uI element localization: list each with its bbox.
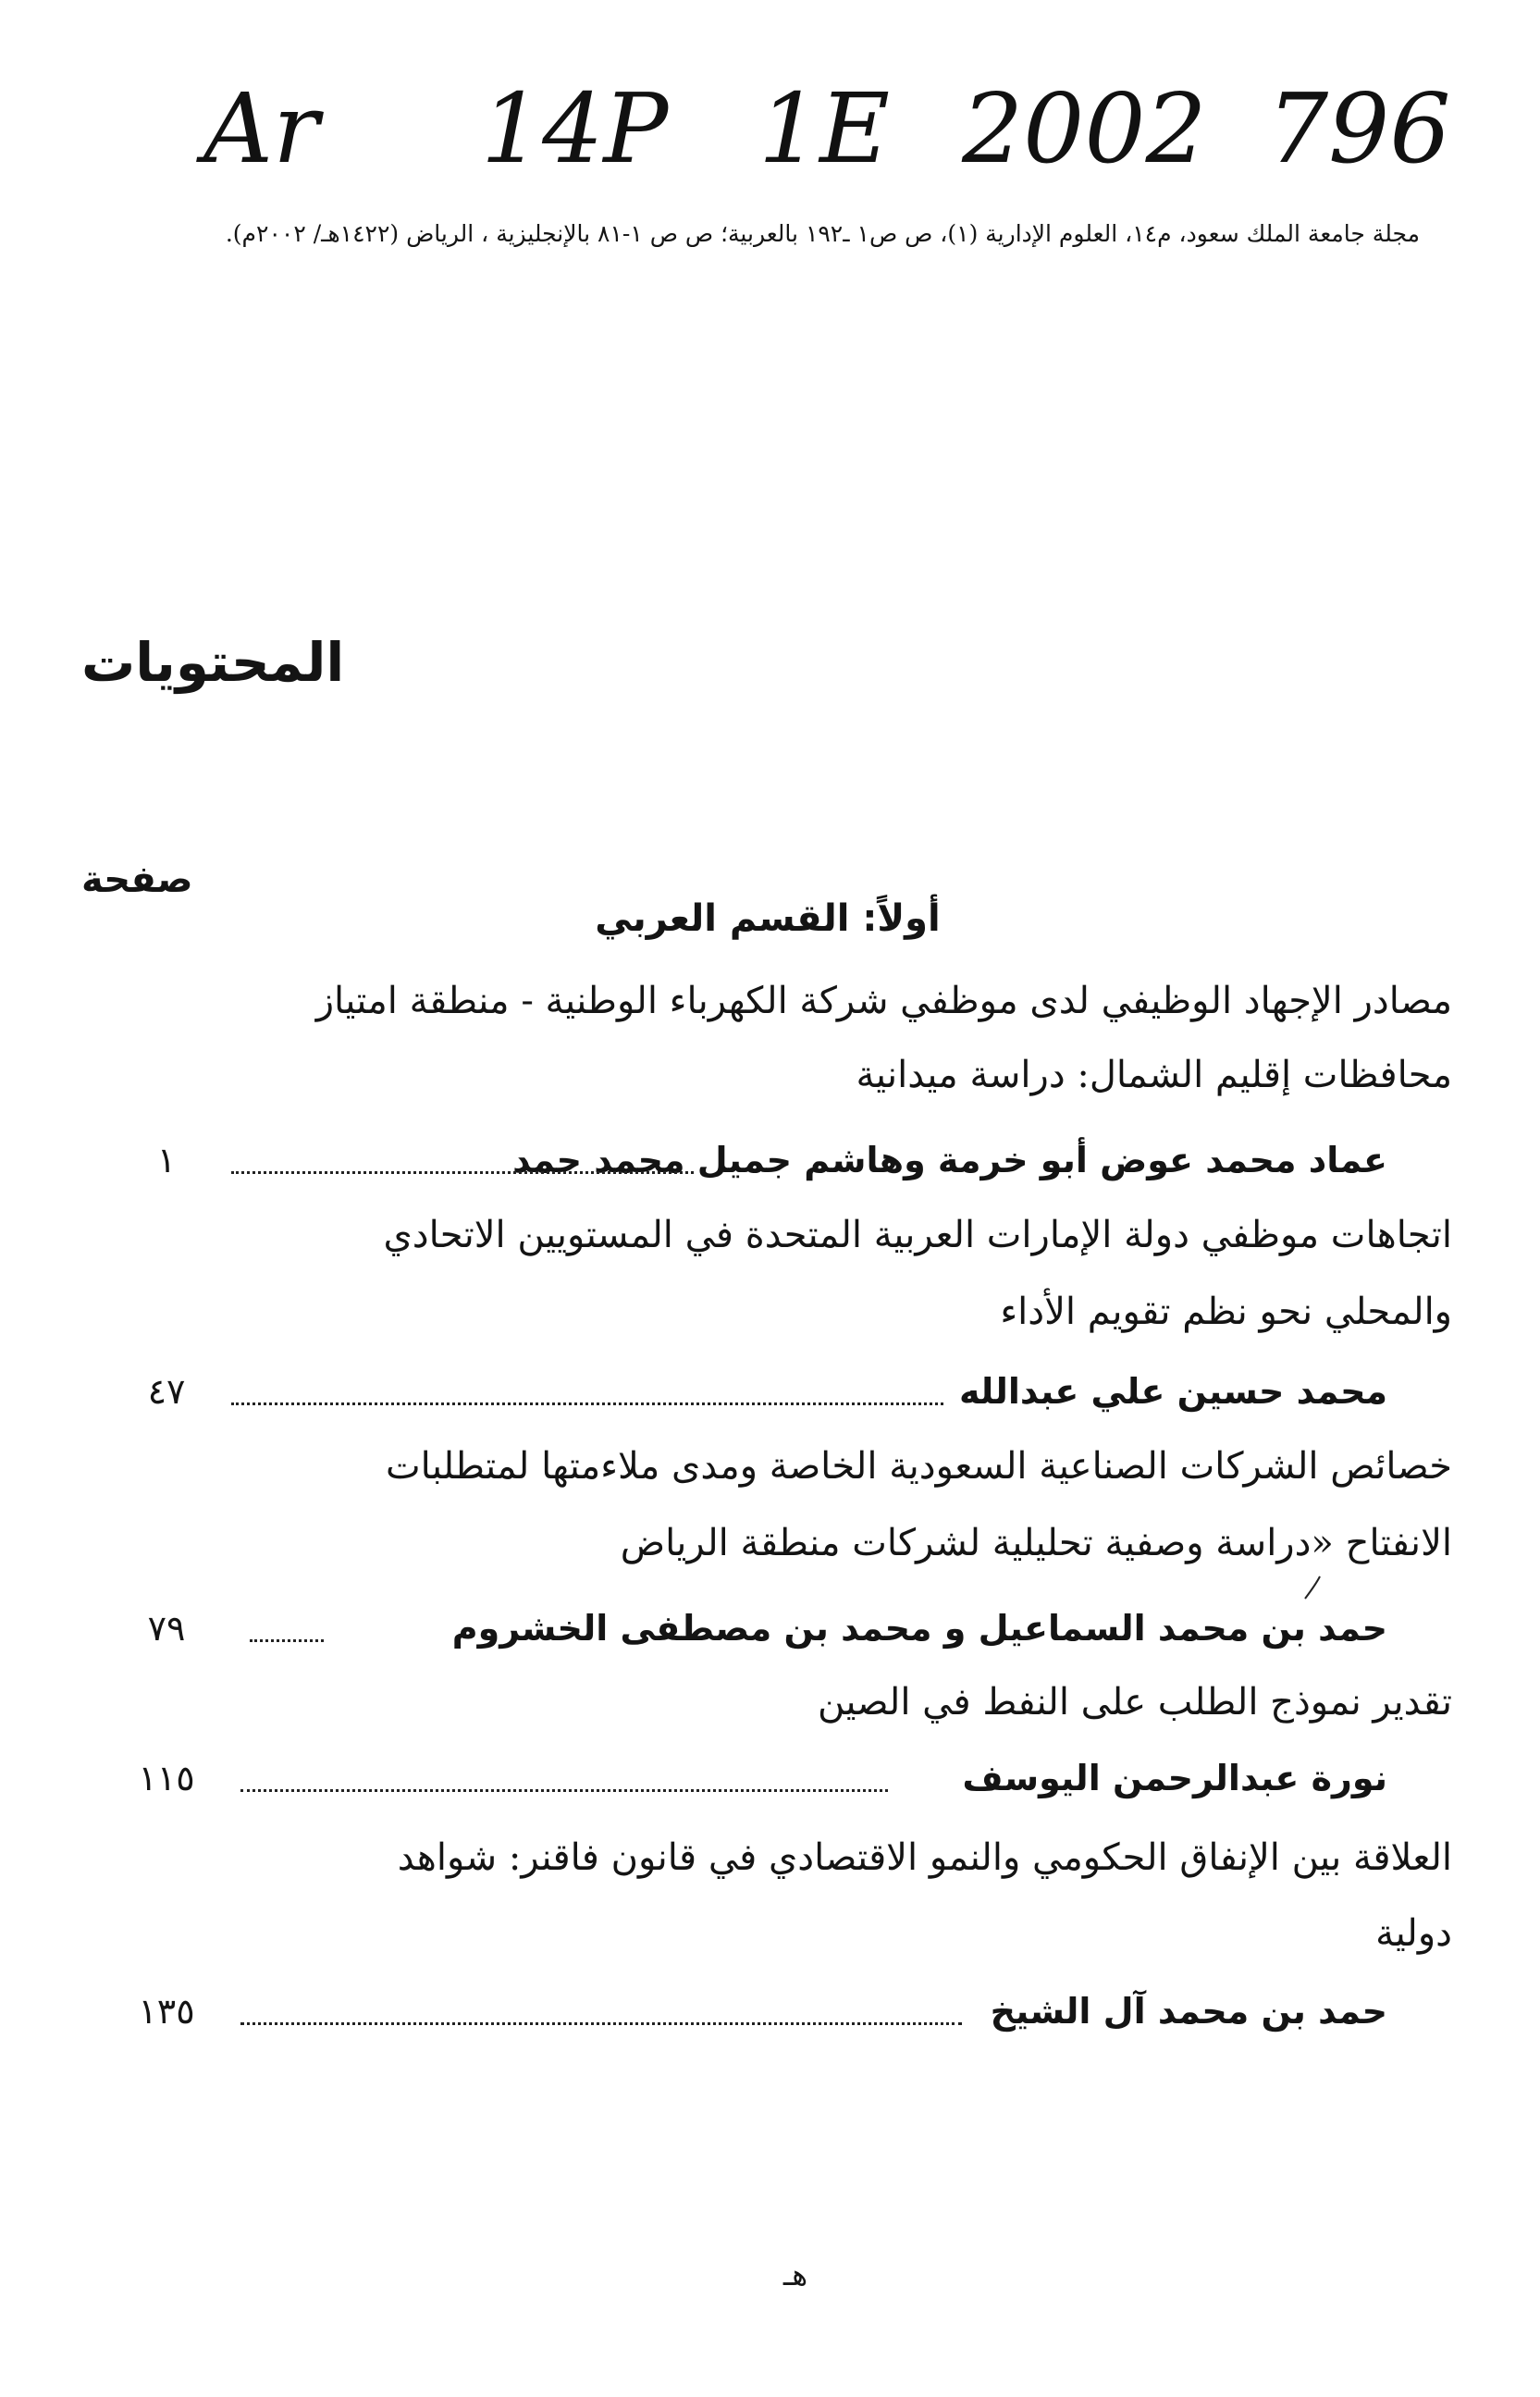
dot-leader: [250, 1639, 324, 1642]
entry-page-number: ١: [156, 1140, 177, 1180]
page-column-label: صفحة: [81, 859, 193, 901]
dot-leader: [240, 2022, 962, 2025]
handwritten-part: 1E: [758, 72, 891, 185]
entry-title-line: خصائص الشركات الصناعية السعودية الخاصة ومدى ملاءمتها لمتطلبات: [386, 1445, 1452, 1488]
toc-entry-row: [111, 1371, 1387, 1427]
journal-citation: مجلة جامعة الملك سعود، م١٤، العلوم الإدارية (١)، ص ص١ ـ١٩٢ بالعربية؛ ص ص ١-٨١ بالإنجليزية ، الرياض (١٤٢٢هـ/ ٢٠٠٢م).: [225, 220, 1420, 247]
entry-title-line: دولية: [1375, 1912, 1452, 1955]
pen-mark-icon: [1300, 1575, 1327, 1602]
entry-page-number: ٧٩: [147, 1608, 186, 1649]
page-footer-mark: هـ: [782, 2257, 808, 2292]
dot-leader: [231, 1171, 694, 1174]
handwritten-part: 796: [1267, 72, 1451, 185]
dot-leader: [240, 1789, 888, 1792]
handwritten-part: Ar: [203, 72, 319, 185]
toc-entry-row: [111, 1140, 1387, 1195]
entry-title-line: العلاقة بين الإنفاق الحكومي والنمو الاقتصادي في قانون فاقنر: شواهد: [397, 1836, 1452, 1879]
entry-author: محمد حسين علي عبدالله: [959, 1371, 1387, 1412]
entry-author: نورة عبدالرحمن اليوسف: [962, 1758, 1387, 1798]
entry-title-line: محافظات إقليم الشمال: دراسة ميدانية: [856, 1054, 1452, 1096]
entry-page-number: ٤٧: [147, 1371, 186, 1412]
entry-author: حمد بن محمد آل الشيخ: [990, 1991, 1387, 2032]
entry-title-line: والمحلي نحو نظم تقويم الأداء: [1000, 1291, 1452, 1333]
entry-title-line: الانفتاح «دراسة وصفية تحليلية لشركات منطقة الرياض: [620, 1522, 1452, 1564]
entry-title-line: مصادر الإجهاد الوظيفي لدى موظفي شركة الكهرباء الوطنية - منطقة امتياز: [315, 980, 1452, 1022]
section-heading: أولاً: القسم العربي: [595, 897, 941, 940]
toc-entry-row: [111, 1758, 1387, 1813]
dot-leader: [231, 1402, 943, 1405]
entry-author: حمد بن محمد السماعيل و محمد بن مصطفى الخشروم: [451, 1608, 1387, 1649]
entry-page-number: ١١٥: [138, 1758, 195, 1798]
contents-title: المحتويات: [81, 631, 345, 694]
entry-title-line: تقدير نموذج الطلب على النفط في الصين: [817, 1681, 1452, 1724]
handwritten-call-number: [203, 72, 1451, 192]
toc-entry-row: [111, 1991, 1387, 2046]
toc-entry-row: [111, 1608, 1387, 1663]
entry-page-number: ١٣٥: [138, 1991, 195, 2032]
entry-author: عماد محمد عوض أبو خرمة وهاشم جميل محمد حمد: [512, 1140, 1387, 1180]
handwritten-part: 2002: [962, 72, 1207, 185]
handwritten-part: 14P: [481, 72, 669, 185]
entry-title-line: اتجاهات موظفي دولة الإمارات العربية المتحدة في المستويين الاتحادي: [383, 1214, 1452, 1256]
